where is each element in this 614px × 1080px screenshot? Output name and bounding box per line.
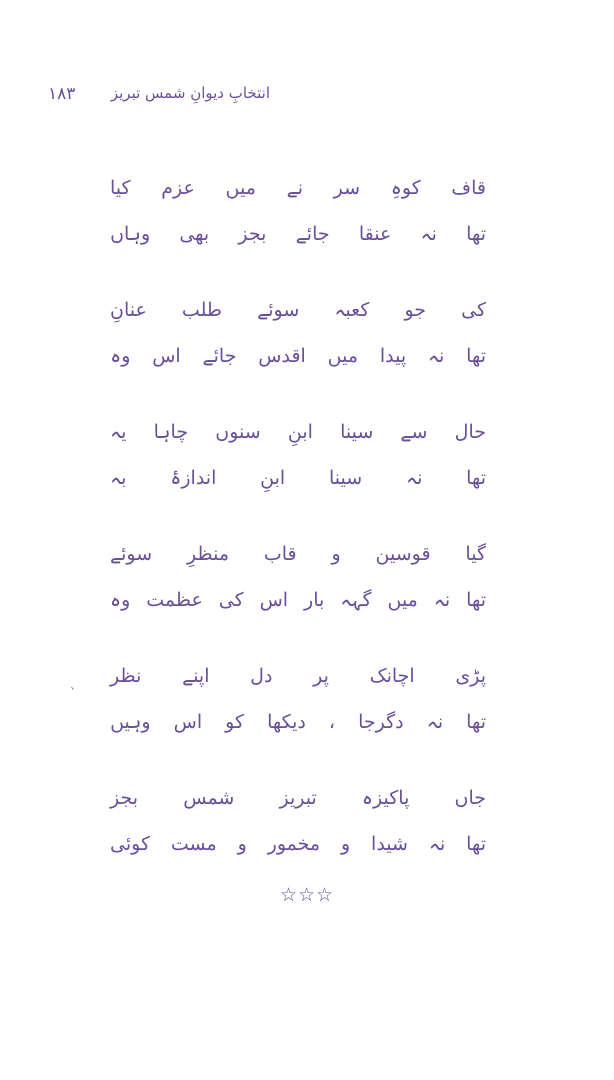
verse-word: جو	[404, 299, 427, 321]
verse-word: اس	[173, 711, 203, 733]
verse-word: تبریز	[279, 787, 317, 809]
verse-line	[110, 172, 486, 204]
verse-word: تھا	[466, 223, 486, 245]
verse-word: وہاں	[110, 223, 151, 245]
verse-word: جاں	[454, 787, 486, 809]
running-title: انتخابِ دیوانِ شمس تبریز	[110, 84, 270, 102]
verse-word: جائے	[202, 345, 237, 367]
verse-word: وہ	[110, 589, 131, 611]
verse-word: کوئی	[110, 833, 150, 855]
verse-word: دل	[250, 665, 273, 687]
verse-word: ابنِ	[260, 467, 286, 489]
verse-word: میں	[225, 177, 256, 199]
verse-word: قاف	[451, 177, 486, 199]
verse-line	[110, 538, 486, 570]
verse-word: ،	[328, 711, 336, 733]
verse-word: میں	[387, 589, 418, 611]
verse-word: اندازۂ	[170, 467, 217, 489]
verse-word: قاب	[263, 543, 297, 565]
verse-word: گیا	[465, 543, 486, 565]
verse-word: یہ	[110, 421, 127, 443]
verse-word: اپنے	[182, 665, 210, 687]
verse-word: تھا	[466, 467, 486, 489]
verse-word: نہ	[433, 589, 451, 611]
verse-word: وہیں	[110, 711, 151, 733]
verse-word: نہ	[426, 711, 444, 733]
verse-word: کی	[218, 589, 244, 611]
couplet	[110, 172, 486, 294]
verse-word: عنقا	[358, 223, 392, 245]
verse-word: دگرجا	[358, 711, 404, 733]
couplet	[110, 660, 486, 782]
verse-word: سر	[333, 177, 361, 199]
verse-word: نظر	[110, 665, 142, 687]
verse-line	[110, 340, 486, 372]
verse-word: کیا	[110, 177, 131, 199]
verse-word: منظرِ	[187, 543, 230, 565]
verse-word: پاکیزہ	[361, 787, 410, 809]
verse-line	[110, 828, 486, 860]
verse-word: میں	[327, 345, 359, 367]
verse-word: شیدا	[371, 833, 408, 855]
verse-word: تھا	[466, 345, 486, 367]
verse-word: عظمت	[146, 589, 203, 611]
verse-word: سنوں	[215, 421, 261, 443]
verse-word: بھی	[179, 223, 210, 245]
section-divider-stars: ☆☆☆	[279, 884, 335, 906]
verse-word: تھا	[466, 711, 486, 733]
verse-word: سینا	[340, 421, 374, 443]
verse-word: بہ	[110, 467, 127, 489]
verse-word: تھا	[466, 589, 486, 611]
verse-word: نے	[286, 177, 303, 199]
verse-word: اس	[152, 345, 181, 367]
verse-word: بجز	[110, 787, 139, 809]
poem-body	[110, 172, 486, 904]
page-header	[40, 84, 270, 108]
verse-word: پر	[313, 665, 329, 687]
verse-line	[110, 218, 486, 250]
verse-word: کعبہ	[334, 299, 370, 321]
verse-word: عنانِ	[110, 299, 147, 321]
stray-mark: `	[70, 686, 76, 700]
verse-word: اس	[259, 589, 289, 611]
verse-word: ابنِ	[287, 421, 313, 443]
verse-line	[110, 416, 486, 448]
verse-word: جائے	[295, 223, 330, 245]
verse-line	[110, 462, 486, 494]
verse-line	[110, 782, 486, 814]
verse-word: اچانک	[369, 665, 415, 687]
couplet	[110, 416, 486, 538]
verse-word: پیدا	[379, 345, 407, 367]
verse-word: وہ	[110, 345, 131, 367]
verse-line	[110, 706, 486, 738]
verse-word: سوئے	[110, 543, 153, 565]
verse-word: و	[237, 833, 247, 855]
verse-word: کو	[225, 711, 245, 733]
verse-word: سے	[400, 421, 428, 443]
verse-word: بار	[304, 589, 325, 611]
verse-word: نہ	[427, 345, 445, 367]
verse-word: کی	[461, 299, 486, 321]
verse-word: عزم	[161, 177, 195, 199]
verse-line	[110, 584, 486, 616]
verse-word: اقدس	[258, 345, 306, 367]
verse-word: مخمور	[267, 833, 321, 855]
verse-word: و	[340, 833, 351, 855]
verse-word: دیکھا	[267, 711, 306, 733]
couplet	[110, 538, 486, 660]
verse-word: شمس	[183, 787, 235, 809]
verse-word: حال	[454, 421, 486, 443]
couplet	[110, 294, 486, 416]
verse-word: گہہ	[340, 589, 372, 611]
verse-word: چاہا	[153, 421, 189, 443]
page-number: ۱۸۳	[48, 84, 76, 104]
verse-word: پڑی	[455, 665, 486, 687]
verse-word: مست	[170, 833, 217, 855]
verse-word: سینا	[328, 467, 363, 489]
verse-word: نہ	[420, 223, 437, 245]
verse-word: نہ	[405, 467, 423, 489]
verse-word: تھا	[466, 833, 486, 855]
verse-word: کوہِ	[390, 177, 421, 199]
verse-line	[110, 660, 486, 692]
verse-line	[110, 294, 486, 326]
verse-word: سوئے	[257, 299, 300, 321]
verse-word: نہ	[428, 833, 446, 855]
verse-word: قوسین	[375, 543, 431, 565]
verse-word: بجز	[238, 223, 267, 245]
verse-word: و	[331, 543, 341, 565]
verse-word: طلب	[181, 299, 222, 321]
